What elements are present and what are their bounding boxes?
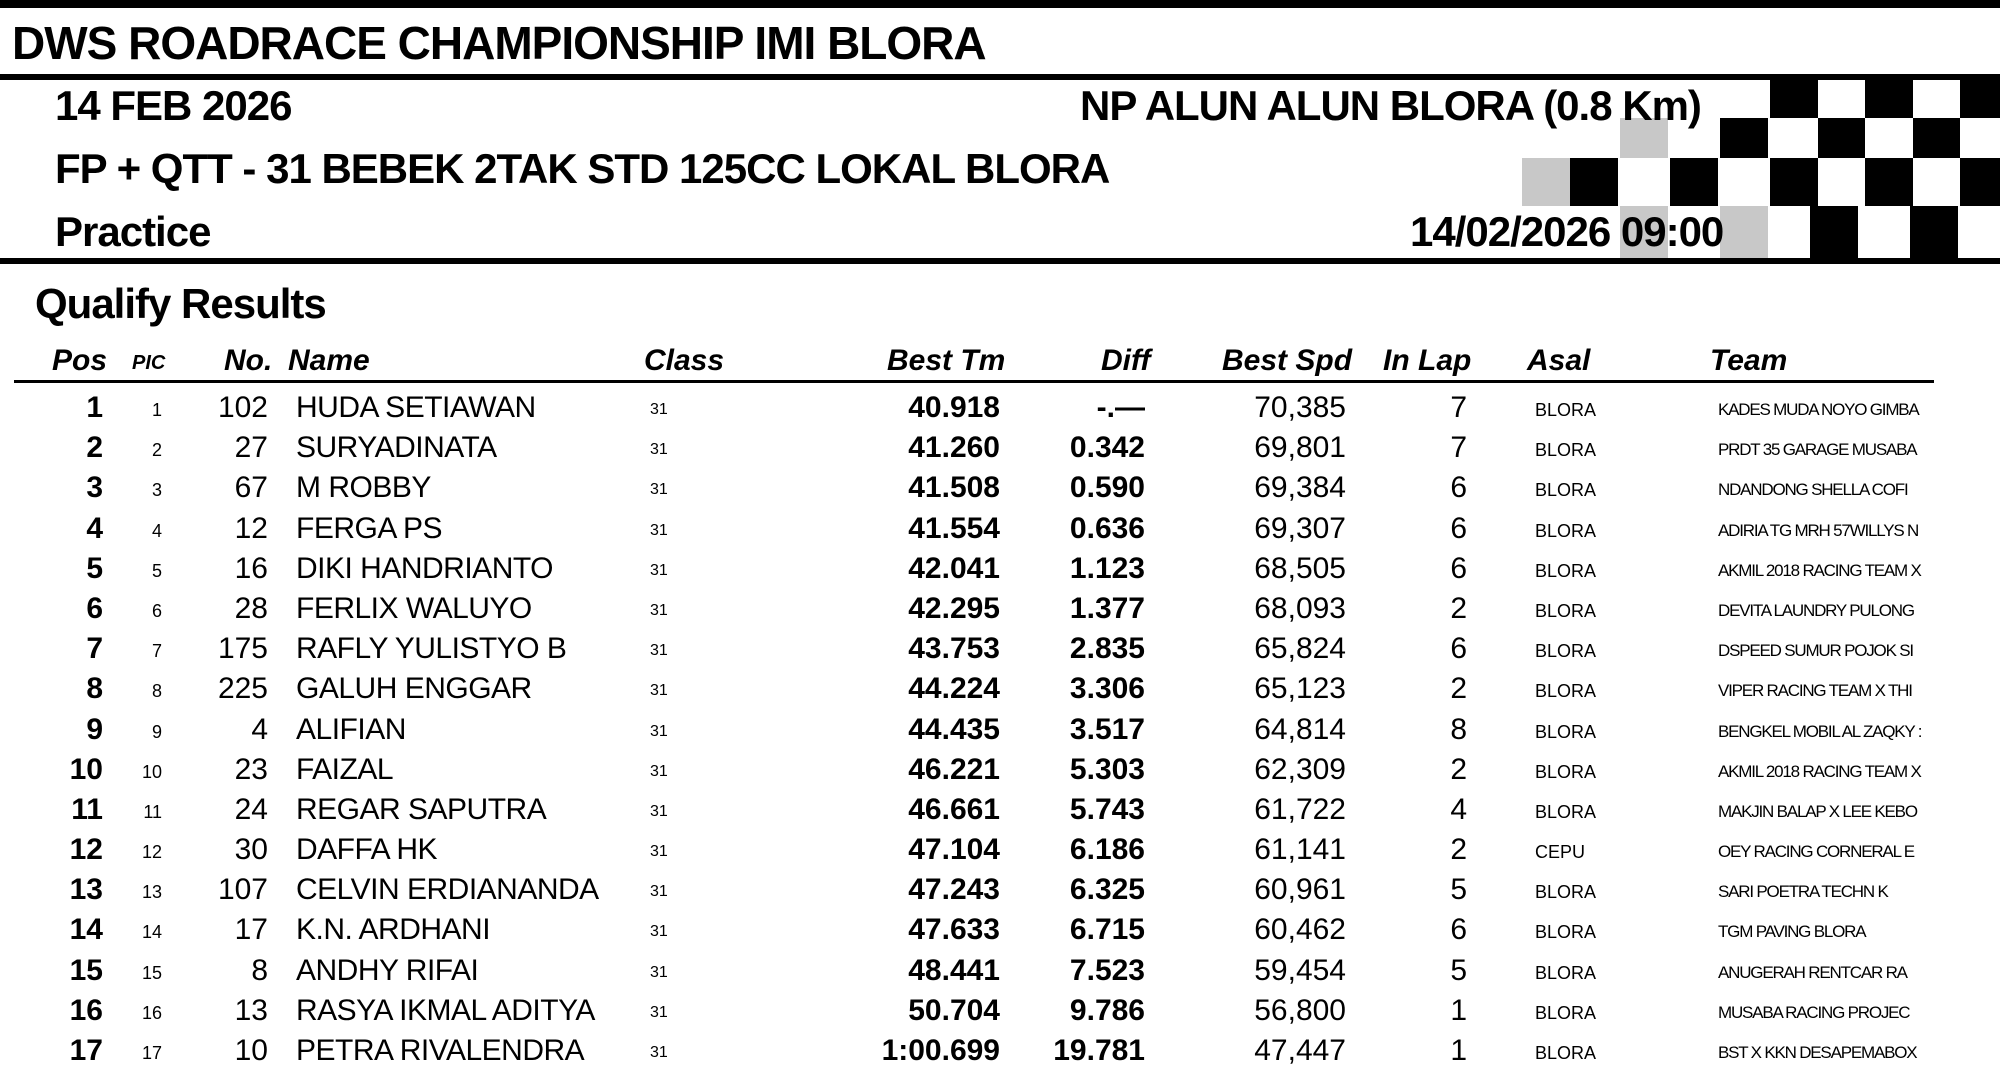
row-best-tm: 42.295 (908, 591, 1000, 625)
row-best-tm: 47.633 (908, 913, 1000, 947)
row-best-tm: 44.435 (908, 712, 1000, 746)
row-diff: 3.517 (1069, 712, 1145, 746)
row-diff: 5.303 (1069, 752, 1145, 786)
table-row (0, 951, 2000, 991)
row-no: 102 (217, 391, 268, 424)
row-pic: 9 (151, 721, 162, 742)
row-best-tm: 42.041 (908, 551, 1000, 585)
row-no: 13 (234, 993, 268, 1027)
header-bottom-rule (0, 258, 2000, 264)
row-pos: 17 (69, 1034, 103, 1067)
row-pic: 6 (151, 600, 162, 621)
row-class: 31 (650, 963, 668, 981)
row-team: OEY RACING CORNERAL E (1718, 842, 1914, 862)
col-header-no: No. (224, 344, 273, 377)
row-pos: 5 (86, 551, 103, 585)
row-diff: 5.743 (1069, 792, 1145, 826)
row-asal: BLORA (1535, 400, 1597, 420)
row-best-spd: 61,141 (1254, 833, 1346, 867)
col-header-team: Team (1710, 344, 1788, 377)
row-no: 225 (217, 672, 268, 706)
table-row (0, 830, 2000, 870)
row-best-spd: 69,801 (1254, 431, 1346, 465)
row-team: VIPER RACING TEAM X THI (1718, 681, 1912, 701)
row-class: 31 (650, 1044, 668, 1061)
results-table (0, 388, 2000, 1071)
row-team: NDANDONG SHELLA COFI (1718, 480, 1908, 500)
row-team: DSPEED SUMUR POJOK SI (1718, 641, 1913, 661)
row-pos: 13 (69, 873, 103, 907)
row-in-lap: 8 (1450, 712, 1467, 746)
row-pic: 16 (141, 1002, 162, 1023)
row-team: AKMIL 2018 RACING TEAM X (1718, 560, 1921, 580)
row-no: 30 (234, 833, 268, 867)
row-in-lap: 6 (1450, 511, 1467, 545)
row-in-lap: 6 (1450, 471, 1467, 505)
row-no: 28 (234, 591, 268, 625)
row-in-lap: 5 (1450, 953, 1467, 987)
row-best-spd: 61,722 (1254, 792, 1346, 826)
row-class: 31 (650, 722, 668, 740)
row-in-lap: 6 (1450, 551, 1467, 585)
row-name: ANDHY RIFAI (296, 953, 479, 987)
row-no: 27 (234, 431, 268, 465)
row-best-tm: 48.441 (908, 953, 1000, 987)
row-pos: 2 (86, 431, 103, 465)
row-name: ALIFIAN (296, 712, 406, 746)
row-team: ANUGERAH RENTCAR RA (1718, 962, 1907, 982)
row-no: 12 (234, 511, 268, 545)
row-pic: 13 (141, 882, 162, 903)
row-pos: 14 (69, 913, 103, 947)
row-asal: BLORA (1535, 761, 1597, 782)
row-diff: 2.835 (1069, 632, 1145, 666)
col-header-best-tm: Best Tm (887, 344, 1006, 377)
row-pic: 11 (143, 801, 162, 822)
row-asal: BLORA (1535, 721, 1597, 742)
table-row (0, 750, 2000, 790)
row-diff: 0.636 (1069, 511, 1145, 545)
row-team: BST X KKN DESAPEMABOX (1718, 1043, 1917, 1062)
row-diff: 6.186 (1069, 833, 1145, 867)
row-name: FERLIX WALUYO (296, 591, 532, 625)
col-header-best-spd: Best Spd (1222, 344, 1353, 377)
col-header-asal: Asal (1527, 344, 1591, 377)
row-in-lap: 4 (1450, 792, 1467, 826)
row-asal: BLORA (1535, 520, 1597, 541)
row-team: KADES MUDA NOYO GIMBA (1718, 400, 1919, 419)
row-best-tm: 47.104 (908, 833, 1000, 867)
table-row (0, 790, 2000, 830)
table-row (0, 468, 2000, 508)
row-no: 10 (234, 1034, 268, 1067)
row-pic: 8 (151, 681, 162, 702)
row-class: 31 (650, 923, 668, 941)
table-row (0, 870, 2000, 910)
row-name: GALUH ENGGAR (296, 672, 532, 706)
row-best-tm: 46.661 (908, 792, 1000, 826)
row-no: 4 (251, 712, 268, 746)
row-asal: BLORA (1535, 600, 1597, 621)
row-pic: 14 (141, 922, 162, 943)
row-name: CELVIN ERDIANANDA (296, 873, 599, 907)
table-row (0, 710, 2000, 750)
row-in-lap: 2 (1450, 591, 1467, 625)
row-team: SARI POETRA TECHN K (1718, 882, 1888, 902)
row-pos: 8 (86, 672, 103, 706)
row-no: 175 (217, 632, 268, 666)
row-best-spd: 65,824 (1254, 632, 1346, 666)
row-name: REGAR SAPUTRA (296, 792, 547, 826)
row-diff: 9.786 (1069, 993, 1145, 1027)
row-diff: 19.781 (1053, 1034, 1145, 1067)
row-class: 31 (650, 762, 668, 780)
row-team: PRDT 35 GARAGE MUSABA (1718, 440, 1917, 460)
row-best-spd: 65,123 (1254, 672, 1346, 706)
row-in-lap: 7 (1450, 391, 1467, 424)
row-best-tm: 50.704 (908, 993, 1000, 1027)
row-in-lap: 2 (1450, 752, 1467, 786)
row-in-lap: 6 (1450, 632, 1467, 666)
column-header-rule (14, 380, 1934, 383)
row-best-tm: 1:00.699 (881, 1034, 1000, 1067)
row-best-tm: 41.260 (908, 431, 1000, 465)
row-name: M ROBBY (296, 471, 431, 505)
row-pos: 10 (69, 752, 103, 786)
col-header-class: Class (644, 344, 725, 377)
row-best-spd: 70,385 (1254, 391, 1346, 424)
row-asal: BLORA (1535, 681, 1597, 702)
row-pos: 11 (71, 792, 103, 826)
championship-title: DWS ROADRACE CHAMPIONSHIP IMI BLORA (12, 17, 986, 69)
row-name: RAFLY YULISTYO B (296, 632, 567, 666)
row-pic: 17 (141, 1043, 162, 1063)
row-name: DIKI HANDRIANTO (296, 551, 553, 585)
row-best-tm: 41.508 (908, 471, 1000, 505)
row-class: 31 (650, 441, 668, 459)
row-diff: 6.715 (1069, 913, 1145, 947)
row-name: HUDA SETIAWAN (296, 391, 536, 424)
row-class: 31 (650, 401, 668, 418)
row-pos: 6 (86, 591, 103, 625)
row-pos: 1 (86, 391, 103, 424)
event-class: FP + QTT - 31 BEBEK 2TAK STD 125CC LOKAL BLORA (55, 145, 1110, 192)
row-best-spd: 59,454 (1254, 953, 1346, 987)
row-in-lap: 2 (1450, 833, 1467, 867)
table-row (0, 509, 2000, 549)
session-datetime: 14/02/2026 09:00 (1410, 208, 1724, 255)
row-team: AKMIL 2018 RACING TEAM X (1718, 761, 1921, 781)
row-pic: 5 (151, 560, 162, 581)
row-asal: BLORA (1535, 801, 1597, 822)
row-no: 67 (234, 471, 268, 505)
row-class: 31 (650, 843, 668, 861)
row-no: 17 (234, 913, 268, 947)
row-asal: BLORA (1535, 1002, 1597, 1023)
table-row (0, 428, 2000, 468)
row-pic: 4 (151, 520, 162, 541)
row-best-tm: 43.753 (908, 632, 1000, 666)
row-in-lap: 6 (1450, 913, 1467, 947)
row-pic: 15 (141, 962, 162, 983)
col-header-name: Name (288, 344, 370, 377)
row-name: DAFFA HK (296, 833, 438, 867)
table-row (0, 589, 2000, 629)
row-pic: 2 (151, 440, 162, 461)
row-class: 31 (650, 1003, 668, 1021)
row-asal: BLORA (1535, 641, 1597, 662)
row-team: MAKJIN BALAP X LEE KEBO (1718, 801, 1917, 821)
row-best-spd: 56,800 (1254, 993, 1346, 1027)
row-diff: 0.342 (1069, 431, 1145, 465)
row-name: PETRA RIVALENDRA (296, 1034, 585, 1067)
table-row (0, 388, 2000, 428)
row-in-lap: 2 (1450, 672, 1467, 706)
row-best-tm: 47.243 (908, 873, 1000, 907)
row-best-spd: 68,093 (1254, 591, 1346, 625)
row-asal: BLORA (1535, 480, 1597, 501)
row-pic: 10 (141, 761, 162, 782)
col-header-pos: Pos (52, 344, 108, 377)
row-class: 31 (650, 682, 668, 700)
row-best-spd: 69,307 (1254, 511, 1346, 545)
row-no: 24 (234, 792, 268, 826)
row-asal: BLORA (1535, 922, 1597, 943)
row-pos: 16 (69, 993, 103, 1027)
row-in-lap: 5 (1450, 873, 1467, 907)
row-asal: CEPU (1535, 842, 1586, 863)
row-class: 31 (650, 802, 668, 820)
row-team: ADIRIA TG MRH 57WILLYS N (1718, 520, 1919, 540)
row-class: 31 (650, 601, 668, 619)
row-diff: 3.306 (1069, 672, 1145, 706)
table-row (0, 1031, 2000, 1071)
row-in-lap: 1 (1450, 1034, 1467, 1067)
row-team: DEVITA LAUNDRY PULONG (1718, 600, 1914, 620)
row-team: BENGKEL MOBIL AL ZAQKY : (1718, 721, 1922, 741)
row-asal: BLORA (1535, 560, 1597, 581)
row-asal: BLORA (1535, 1043, 1597, 1063)
header-top-rule (0, 0, 2000, 8)
row-diff: 1.377 (1069, 591, 1145, 625)
row-name: FAIZAL (296, 752, 394, 786)
row-pic: 1 (151, 400, 162, 420)
row-best-tm: 41.554 (908, 511, 1000, 545)
row-diff: 0.590 (1069, 471, 1145, 505)
row-in-lap: 7 (1450, 431, 1467, 465)
col-header-pic: PIC (132, 352, 166, 374)
row-best-spd: 62,309 (1254, 752, 1346, 786)
row-team: TGM PAVING BLORA (1718, 922, 1866, 942)
row-in-lap: 1 (1450, 993, 1467, 1027)
row-best-spd: 64,814 (1254, 712, 1346, 746)
row-name: SURYADINATA (296, 431, 497, 465)
row-pos: 7 (86, 632, 103, 666)
row-no: 8 (251, 953, 268, 987)
row-class: 31 (650, 561, 668, 579)
row-class: 31 (650, 481, 668, 499)
row-best-tm: 44.224 (908, 672, 1000, 706)
row-pic: 7 (151, 641, 162, 662)
col-header-diff: Diff (1101, 344, 1151, 377)
col-header-in-lap: In Lap (1383, 344, 1472, 377)
table-row (0, 910, 2000, 950)
session-name: Practice (55, 208, 211, 255)
row-diff: 1.123 (1069, 551, 1145, 585)
row-best-spd: 60,961 (1254, 873, 1346, 907)
row-pic: 12 (141, 842, 162, 863)
row-best-tm: 46.221 (908, 752, 1000, 786)
row-best-spd: 60,462 (1254, 913, 1346, 947)
row-asal: BLORA (1535, 440, 1597, 461)
row-best-spd: 68,505 (1254, 551, 1346, 585)
row-name: FERGA PS (296, 511, 443, 545)
table-row (0, 549, 2000, 589)
circuit-name: NP ALUN ALUN BLORA (0.8 Km) (1080, 82, 1701, 129)
row-name: K.N. ARDHANI (296, 913, 491, 947)
row-no: 16 (234, 551, 268, 585)
row-no: 107 (217, 873, 268, 907)
row-pos: 15 (69, 953, 103, 987)
row-name: RASYA IKMAL ADITYA (296, 993, 595, 1027)
row-pic: 3 (151, 480, 162, 501)
table-row (0, 669, 2000, 709)
row-team: MUSABA RACING PROJEC (1718, 1002, 1910, 1022)
event-date: 14 FEB 2026 (55, 82, 292, 129)
row-best-tm: 40.918 (908, 391, 1000, 424)
row-no: 23 (234, 752, 268, 786)
row-pos: 3 (86, 471, 103, 505)
row-class: 31 (650, 642, 668, 660)
row-best-spd: 69,384 (1254, 471, 1346, 505)
row-pos: 12 (69, 833, 103, 867)
section-title: Qualify Results (35, 280, 326, 327)
row-class: 31 (650, 883, 668, 901)
row-pos: 9 (86, 712, 103, 746)
table-row (0, 991, 2000, 1031)
row-best-spd: 47,447 (1254, 1034, 1346, 1067)
table-row (0, 629, 2000, 669)
row-class: 31 (650, 521, 668, 539)
row-asal: BLORA (1535, 882, 1597, 903)
row-diff: 6.325 (1069, 873, 1145, 907)
row-diff: 7.523 (1069, 953, 1145, 987)
row-diff: -.— (1096, 391, 1145, 424)
row-asal: BLORA (1535, 962, 1597, 983)
row-pos: 4 (86, 511, 103, 545)
